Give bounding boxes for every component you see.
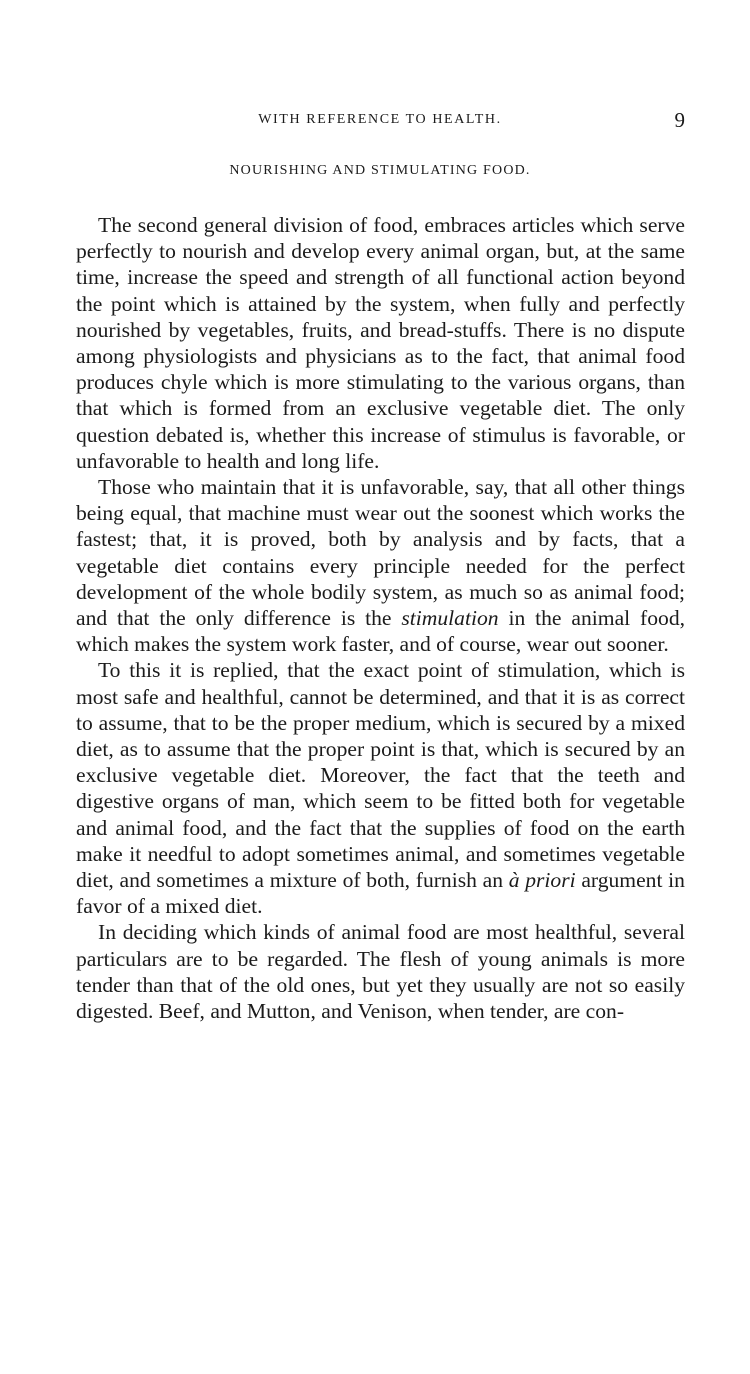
paragraph-3-italic-term: à priori — [508, 868, 576, 893]
running-title: WITH REFERENCE TO HEALTH. — [258, 112, 502, 127]
body-text — [76, 212, 685, 1024]
page-number: 9 — [674, 108, 685, 132]
section-heading: NOURISHING AND STIMULATING FOOD. — [229, 163, 531, 178]
paragraph-2 — [76, 474, 685, 657]
paragraph-3-text-b: argument in favor of a mixed diet. — [76, 868, 685, 919]
running-head — [75, 108, 685, 134]
paragraph-1: The second general division of food, embraces articles which serve perfectly to nourish and develop every animal organ, but, at the same time, increase the speed and strength of all functional action beyond the point which is attained by the system, when fully and perfectly nourished by vegetables, fruits, and bread-stuffs. There is no dispute among physiologists and physicians as to the fact, that animal food produces chyle which is more stimulating to the various organs, than that which is formed from an exclusive vegetable diet. The only question debated is, whether this increase of stimulus is favorable, or unfavorable to health and long life. — [76, 213, 685, 473]
paragraph-3 — [76, 657, 685, 919]
paragraph-3-text-a: To this it is replied, that the exact point of stimulation, which is most safe and healthful, cannot be determined, and that it is as correct to assume, that to be the proper medium, which is secured by a mixed diet, as to assume that the proper point is that, which is secured by an exclusive vegetable diet. Moreover, the fact that the teeth and digestive organs of man, which seem to be fitted both for vegetable and animal food, and the fact that the supplies of food on the earth make it needful to adopt sometimes animal, and sometimes vegetable diet, and sometimes a mixture of both, furnish an — [76, 658, 685, 893]
paragraph-4: In deciding which kinds of animal food are most healthful, several particulars are to be regarded. The flesh of young animals is more tender than that of the old ones, but yet they usually are not so easily digested. Beef, and Mutton, and Venison, when tender, are con- — [76, 920, 685, 1024]
paragraph-2-text-a: Those who maintain that it is unfavorable, say, that all other things being equal, that machine must wear out the soonest which works the fastest; that, it is proved, both by analysis and by facts, that a vegetable diet contains every principle needed for the perfect development of the whole bodily system, as much so as animal food; and that the only difference is the — [76, 475, 685, 631]
paragraph-2-text-b: in the animal food, which makes the system work faster, and of course, wear out sooner. — [76, 606, 686, 657]
paragraph-2-italic-term: stimulation — [401, 606, 499, 631]
